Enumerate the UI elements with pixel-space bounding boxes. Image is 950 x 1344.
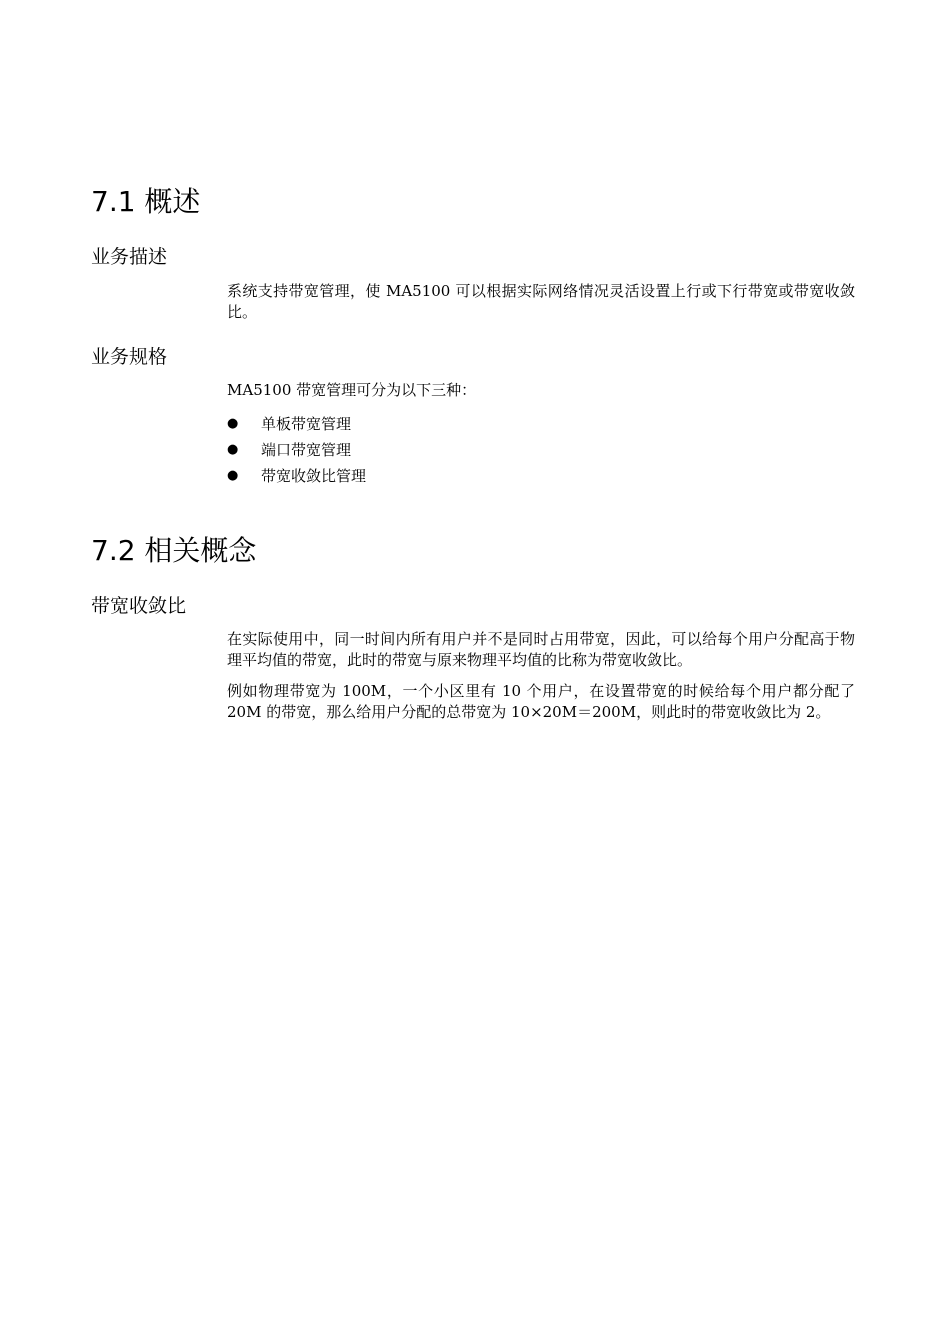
bullet-icon: ●	[227, 416, 239, 431]
list-item-label: 端口带宽管理	[261, 441, 352, 459]
bullet-icon: ●	[227, 468, 239, 483]
list-item-label: 单板带宽管理	[261, 415, 352, 433]
service-description-paragraph: 系统支持带宽管理，使 MA5100 可以根据实际网络情况灵活设置上行或下行带宽或带宽收敛比。	[227, 282, 855, 321]
section-heading-7-2: 7.2 相关概念	[91, 534, 257, 567]
bullet-icon: ●	[227, 442, 239, 457]
list-item-label: 带宽收敛比管理	[261, 467, 367, 485]
convergence-ratio-definition: 在实际使用中，同一时间内所有用户并不是同时占用带宽，因此，可以给每个用户分配高于物理平均值的带宽，此时的带宽与原来物理平均值的比称为带宽收敛比。	[227, 630, 855, 669]
convergence-ratio-example: 例如物理带宽为 100M，一个小区里有 10 个用户，在设置带宽的时候给每个用户都分配了 20M 的带宽，那么给用户分配的总带宽为 10×20M＝200M，则此时的带宽收敛比为 2。	[227, 682, 855, 721]
subheading-service-description: 业务描述	[91, 246, 168, 268]
subheading-convergence-ratio: 带宽收敛比	[91, 595, 187, 617]
subheading-service-spec: 业务规格	[91, 346, 168, 368]
service-spec-intro: MA5100 带宽管理可分为以下三种：	[227, 381, 477, 399]
section-heading-7-1: 7.1 概述	[91, 185, 201, 218]
